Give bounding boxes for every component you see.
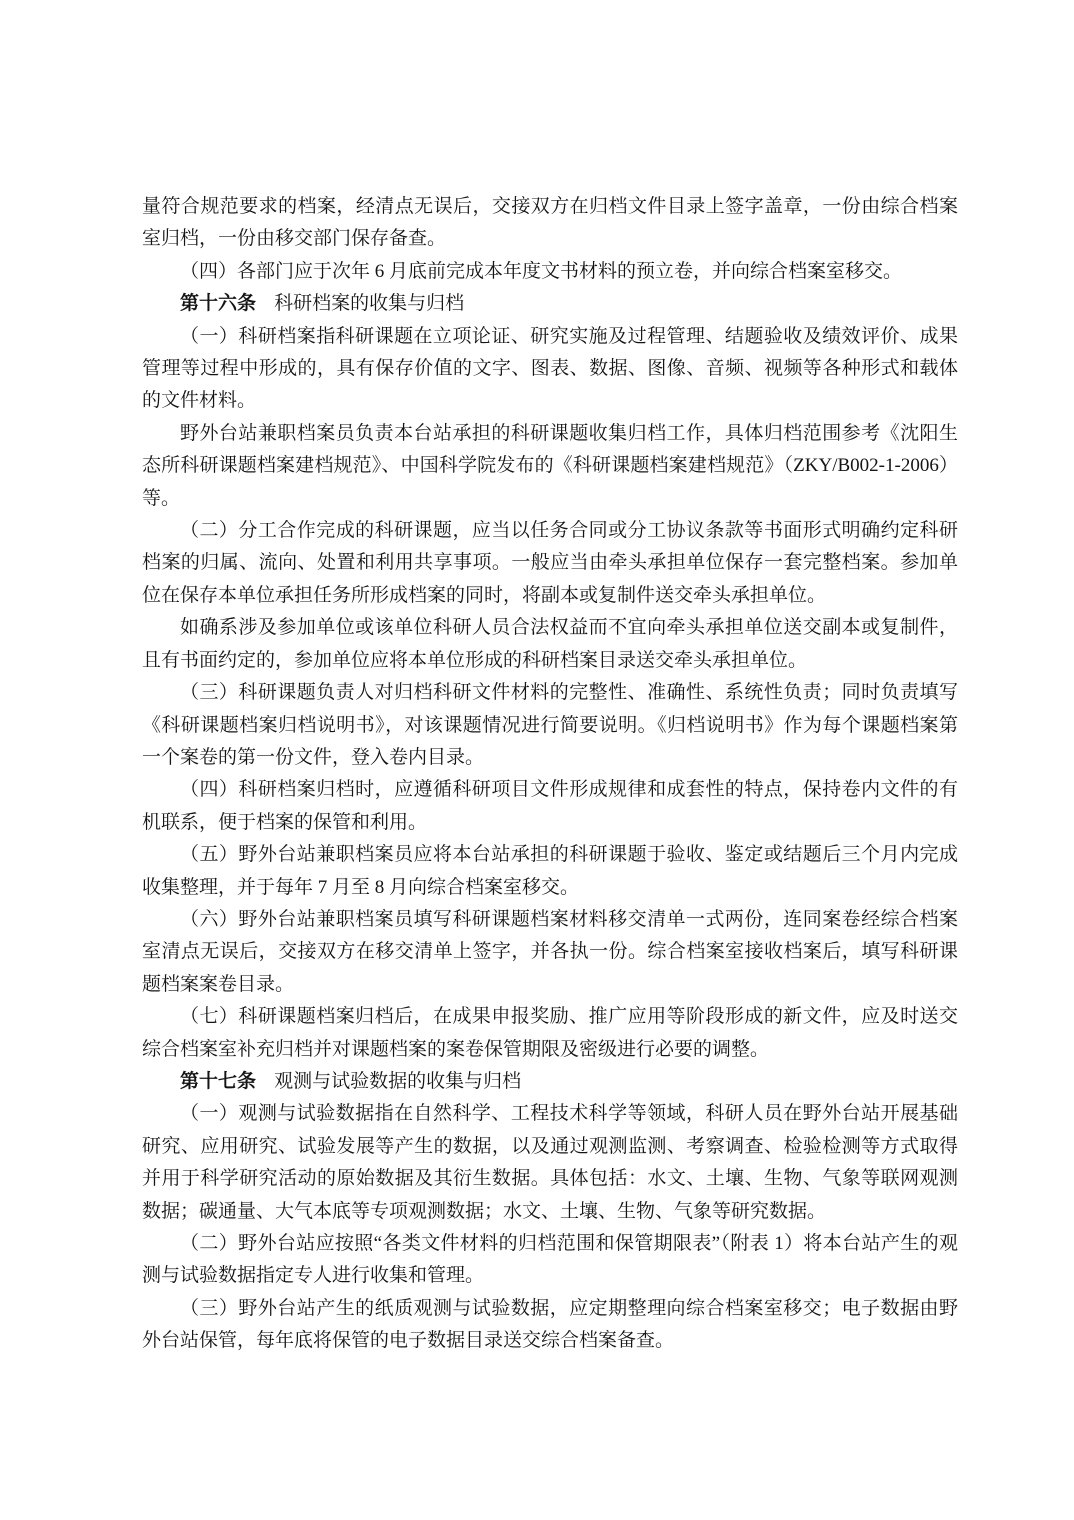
paragraph: （三）野外台站产生的纸质观测与试验数据，应定期整理向综合档案室移交；电子数据由野外台站保管，每年底将保管的电子数据目录送交综合档案备查。 <box>142 1297 958 1352</box>
paragraph-continued: 量符合规范要求的档案，经清点无误后，交接双方在归档文件目录上签字盖章，一份由综合档案室归档，一份由移交部门保存备查。 <box>142 196 958 250</box>
article-number: 第十七条 <box>180 1070 257 1092</box>
paragraph: 野外台站兼职档案员负责本台站承担的科研课题收集归档工作，具体归档范围参考《沈阳生态所科研课题档案建档规范》、中国科学院发布的《科研课题档案建档规范》（ZKY/B002-1-2006）等。 <box>142 422 958 509</box>
paragraph: （五）野外台站兼职档案员应将本台站承担的科研课题于验收、鉴定或结题后三个月内完成收集整理，并于每年 7 月至 8 月向综合档案室移交。 <box>142 844 958 898</box>
paragraph: （一）观测与试验数据指在自然科学、工程技术科学等领域，科研人员在野外台站开展基础研究、应用研究、试验发展等产生的数据，以及通过观测监测、考察调查、检验检测等方式取得并用于科学研究活动的原始数据及其衍生数据。具体包括：水文、土壤、生物、气象等联网观测数据；碳通量、大气本底等专项观测数据；水文、土壤、生物、气象等研究数据。 <box>142 1103 958 1222</box>
paragraph: （一）科研档案指科研课题在立项论证、研究实施及过程管理、结题验收及绩效评价、成果管理等过程中形成的，具有保存价值的文字、图表、数据、图像、音频、视频等各种形式和载体的文件材料。 <box>142 325 958 412</box>
article-title: 观测与试验数据的收集与归档 <box>274 1070 522 1092</box>
article-title: 科研档案的收集与归档 <box>274 293 465 315</box>
paragraph: 如确系涉及参加单位或该单位科研人员合法权益而不宜向牵头承担单位送交副本或复制件，且有书面约定的，参加单位应将本单位形成的科研档案目录送交牵头承担单位。 <box>142 617 958 671</box>
paragraph: （二）分工合作完成的科研课题，应当以任务合同或分工协议条款等书面形式明确约定科研档案的归属、流向、处置和利用共享事项。一般应当由牵头承担单位保存一套完整档案。参加单位在保存本单位承担任务所形成档案的同时，将副本或复制件送交牵头承担单位。 <box>142 520 958 606</box>
paragraph: （四）科研档案归档时，应遵循科研项目文件形成规律和成套性的特点，保持卷内文件的有机联系，便于档案的保管和利用。 <box>142 779 958 833</box>
paragraph: （七）科研课题档案归档后，在成果申报奖励、推广应用等阶段形成的新文件，应及时送交综合档案室补充归档并对课题档案的案卷保管期限及密级进行必要的调整。 <box>142 1006 958 1060</box>
section-heading <box>142 1066 958 1098</box>
paragraph: （二）野外台站应按照“各类文件材料的归档范围和保管期限表”（附表 1）将本台站产生的观测与试验数据指定专人进行收集和管理。 <box>142 1233 958 1287</box>
paragraph: （六）野外台站兼职档案员填写科研课题档案材料移交清单一式两份，连同案卷经综合档案室清点无误后，交接双方在移交清单上签字，并各执一份。综合档案室接收档案后，填写科研课题档案案卷目录。 <box>142 908 958 995</box>
article-number: 第十六条 <box>180 293 257 315</box>
document-body <box>142 191 958 1358</box>
section-heading <box>142 288 958 320</box>
paragraph: （三）科研课题负责人对归档科研文件材料的完整性、准确性、系统性负责；同时负责填写《科研课题档案归档说明书》，对该课题情况进行简要说明。《归档说明书》作为每个课题档案第一个案卷的第一份文件，登入卷内目录。 <box>142 682 958 768</box>
paragraph: （四）各部门应于次年 6 月底前完成本年度文书材料的预立卷，并向综合档案室移交。 <box>180 260 903 282</box>
